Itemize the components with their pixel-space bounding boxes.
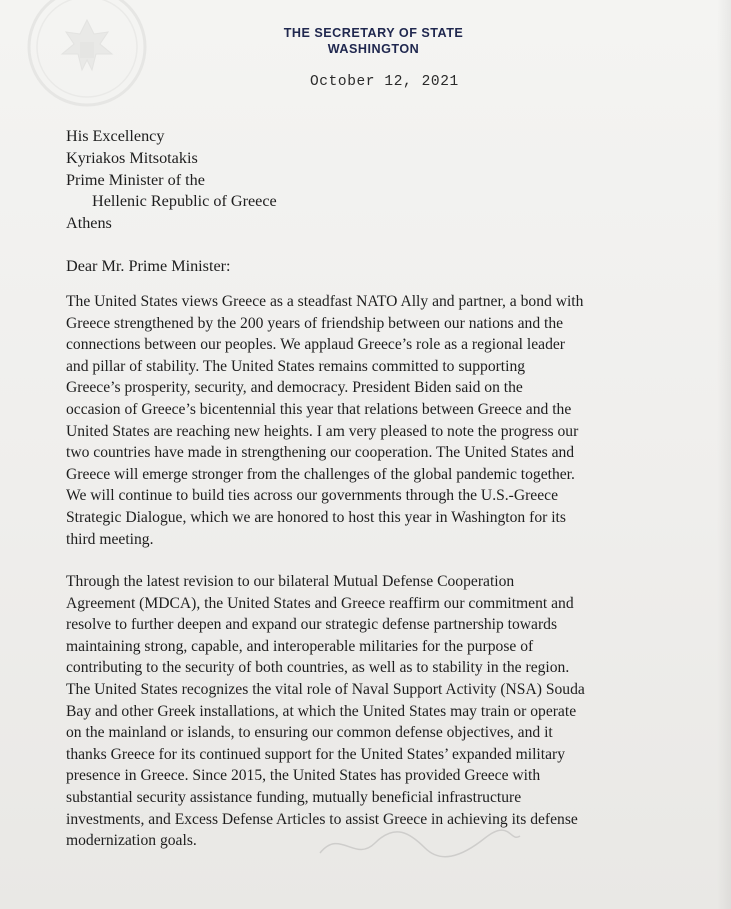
letterhead-city: WASHINGTON [327,42,420,56]
paragraph-line: maintaining strong, capable, and interoperable militaries for the purpose of [66,637,534,655]
page-edge-shadow [717,0,731,909]
letter-date: October 12, 2021 [310,74,459,90]
paragraph-line: Greece strengthened by the 200 years of friendship between our nations and the [66,314,564,332]
paragraph-line: The United States views Greece as a steadfast NATO Ally and partner, a bond with [66,293,584,310]
paragraph-line: Strategic Dialogue, which we are honored to host this year in Washington for its [66,508,566,526]
addressee-line-2: Kyriakos Mitsotakis [66,149,198,167]
addressee-line-3: Prime Minister of the [66,171,205,189]
paragraph-line: presence in Greece. Since 2015, the United States has provided Greece with [66,767,541,785]
paragraph-line: Through the latest revision to our bilateral Mutual Defense Cooperation [66,573,515,590]
paragraph-line: modernization goals. [66,832,197,850]
paragraph-line: investments, and Excess Defense Articles to assist Greece in achieving its defense [66,810,578,828]
paragraph-line: Greece’s prosperity, security, and democracy. President Biden said on the [66,379,523,397]
paragraph-line: Agreement (MDCA), the United States and Greece reaffirm our commitment and [66,594,574,612]
paragraph-line: and pillar of stability. The United States remains committed to supporting [66,357,526,375]
paragraph-line: The United States recognizes the vital role of Naval Support Activity (NSA) Souda [66,680,585,698]
paragraph-line: thanks Greece for its continued support for the United States’ expanded military [66,745,565,763]
show-through-signature-icon [300,808,530,878]
paragraph-line: We will continue to build ties across our governments through the U.S.-Greece [66,487,558,505]
addressee-line-1: His Excellency [66,127,165,145]
paragraph-line: occasion of Greece’s bicentennial this year that relations between Greece and the [66,400,572,418]
letterhead-title: THE SECRETARY OF STATE [283,26,464,40]
paragraph-line: Bay and other Greek installations, at which the United States may train or operate [66,702,577,720]
paragraph-line: United States are reaching new heights. I am very pleased to note the progress our [66,422,579,440]
paragraph-line: substantial security assistance funding, mutually beneficial infrastructure [66,788,522,806]
paragraph-line: contributing to the security of both countries, as well as to stability in the region. [66,659,570,677]
paragraph-line: connections between our peoples. We applaud Greece’s role as a regional leader [66,336,565,354]
embossed-seal-icon [22,0,152,112]
addressee-line-5: Athens [66,214,112,232]
paragraph-line: on the mainland or islands, to ensuring our common defense objectives, and it [66,724,553,742]
paragraph-1 [66,291,706,550]
paragraph-line: third meeting. [66,530,154,548]
paragraph-line: resolve to further deepen and expand our strategic defense partnership towards [66,616,558,634]
paragraph-line: two countries have made in strengthening our cooperation. The United States and [66,444,575,462]
addressee-line-4: Hellenic Republic of Greece [92,192,277,210]
salutation: Dear Mr. Prime Minister: [66,257,231,275]
paragraph-line: Greece will emerge stronger from the challenges of the global pandemic together. [66,465,575,483]
